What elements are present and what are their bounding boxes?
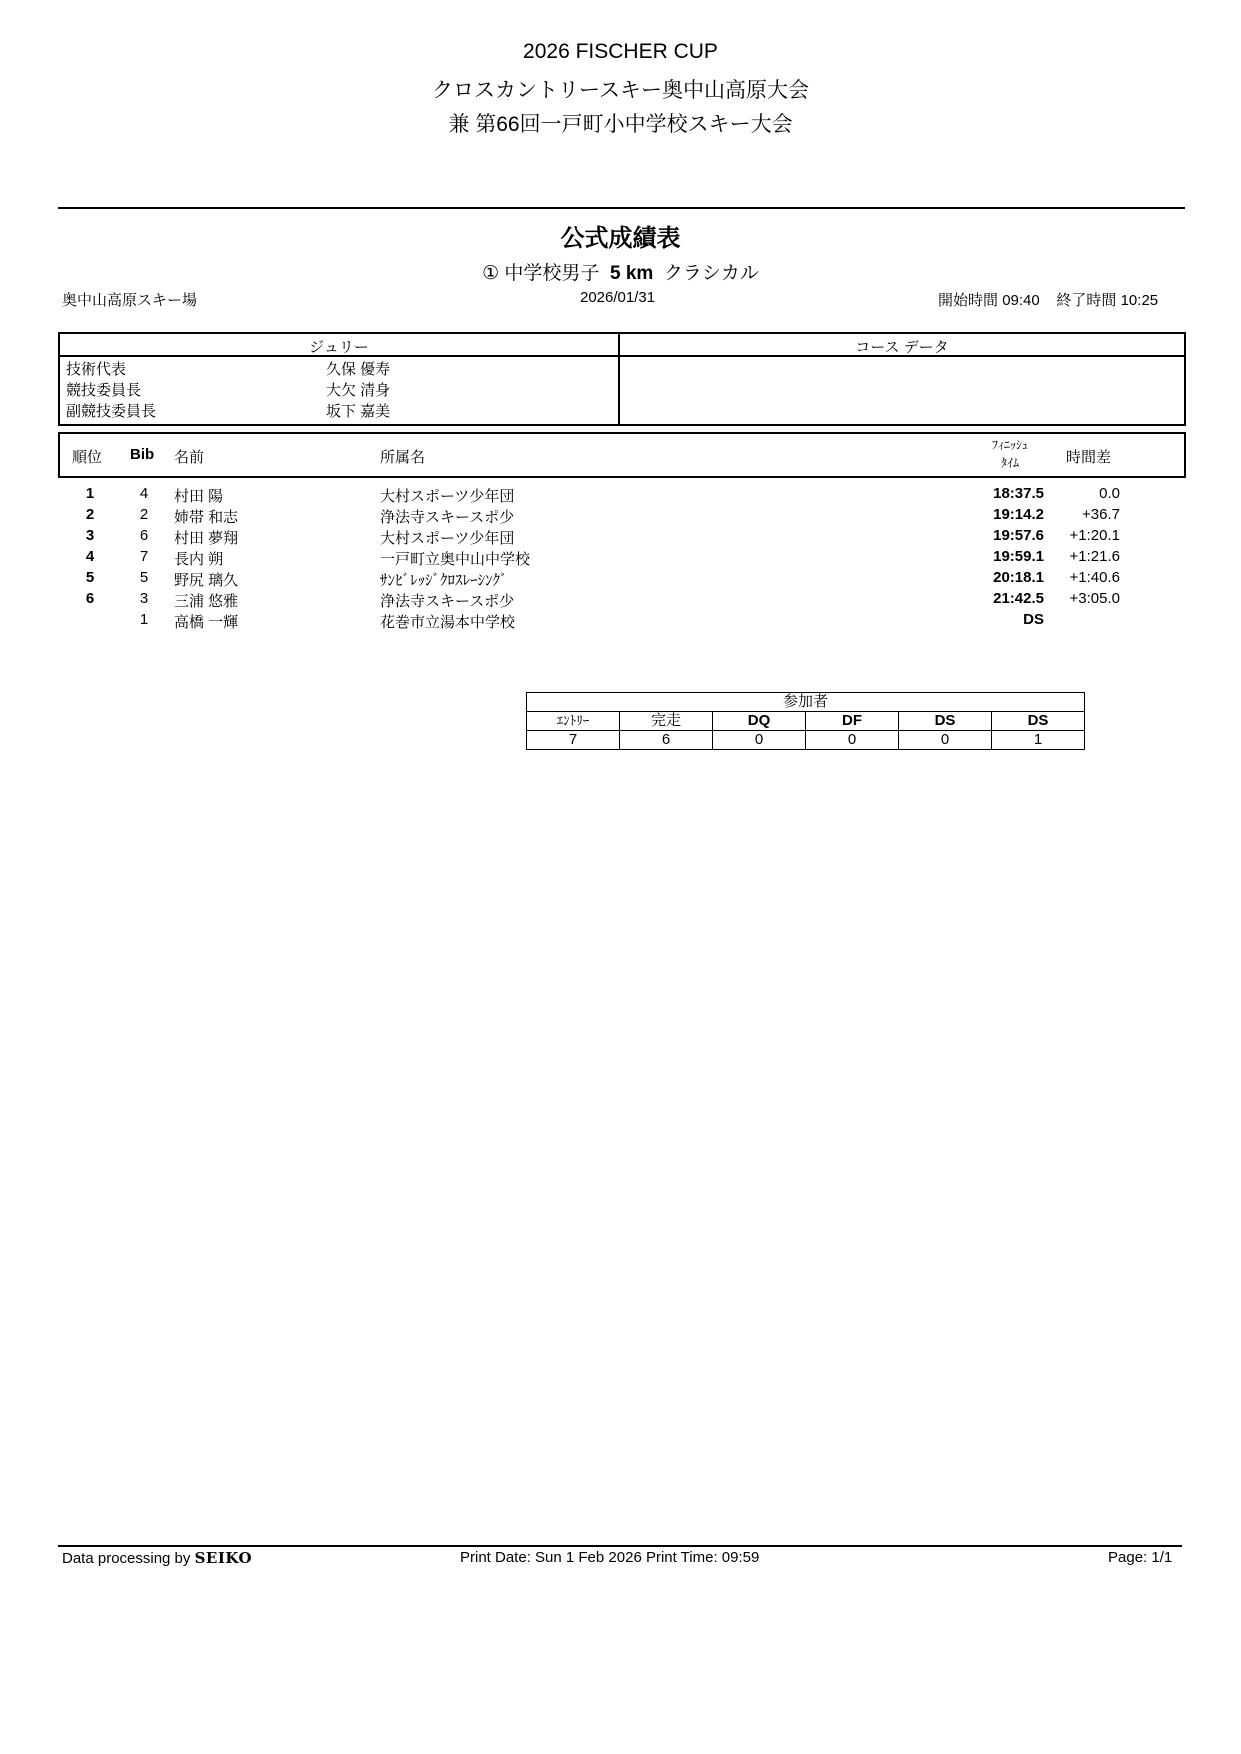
result-row [0, 548, 1241, 568]
results-header [58, 432, 1186, 478]
result-rank: 2 [85, 506, 95, 523]
jury-role: 競技委員長 [66, 382, 142, 399]
result-name: 三浦 悠雅 [174, 593, 239, 610]
col-name-header: 名前 [174, 449, 205, 466]
participants-header: DS [899, 712, 992, 731]
event-title-line1: 2026 FISCHER CUP [523, 40, 718, 63]
result-team: 浄法寺スキースポ少 [380, 509, 515, 526]
result-team: 大村スポーツ少年団 [380, 488, 515, 505]
report-title: 公式成績表 [560, 225, 681, 252]
result-name: 高橋 一輝 [174, 614, 239, 631]
result-rank: 6 [85, 590, 95, 607]
result-time: 18:37.5 [993, 485, 1044, 502]
result-bib: 7 [139, 548, 149, 565]
col-finish-header-top: ﾌｨﾆｯｼｭ [991, 438, 1028, 452]
jury-panel [58, 332, 1186, 426]
col-team-header: 所属名 [380, 449, 426, 466]
participants-header: DQ [713, 712, 806, 731]
result-time: 20:18.1 [993, 569, 1044, 586]
result-diff: +1:20.1 [1069, 527, 1120, 544]
participants-header: 完走 [620, 712, 713, 731]
col-diff-header: 時間差 [1066, 449, 1112, 466]
participants-title: 参加者 [527, 693, 1085, 712]
header-divider [58, 207, 1185, 209]
result-team: 一戸町立奥中山中学校 [380, 551, 531, 568]
race-style: クラシカル [663, 263, 759, 284]
result-row [0, 485, 1241, 505]
seiko-logo: SEIKO [194, 1549, 253, 1567]
result-row [0, 590, 1241, 610]
result-time: DS [1023, 611, 1044, 628]
result-rank: 5 [85, 569, 95, 586]
participants-header: DS [992, 712, 1085, 731]
result-rank: 3 [85, 527, 95, 544]
print-info: Print Date: Sun 1 Feb 2026 Print Time: 09:59 [460, 1549, 760, 1566]
participants-value: 6 [620, 731, 713, 750]
race-distance: 5 km [609, 263, 654, 284]
result-time: 21:42.5 [993, 590, 1044, 607]
result-team: ｻﾝﾋﾞﾚｯｼﾞｸﾛｽﾚｰｼﾝｸﾞ [380, 572, 508, 589]
col-rank-header: 順位 [72, 449, 103, 466]
jury-heading: ジュリー [309, 339, 369, 356]
result-time: 19:59.1 [993, 548, 1044, 565]
event-title-line3: 兼 第66回一戸町小中学校スキー大会 [448, 113, 793, 136]
participants-header: DF [806, 712, 899, 731]
participants-value: 0 [806, 731, 899, 750]
result-diff: +3:05.0 [1069, 590, 1120, 607]
result-diff: +1:21.6 [1069, 548, 1120, 565]
race-date: 2026/01/31 [580, 289, 656, 306]
participants-value: 0 [899, 731, 992, 750]
jury-name: 坂下 嘉美 [326, 403, 391, 420]
participants-table [526, 692, 1085, 750]
participants-value: 0 [713, 731, 806, 750]
footer-divider [58, 1545, 1182, 1547]
col-bib-header: Bib [130, 446, 155, 463]
result-row [0, 527, 1241, 547]
result-bib: 6 [139, 527, 149, 544]
start-label: 開始時間 [938, 292, 999, 309]
race-times [938, 289, 1158, 310]
jury-name: 久保 優寿 [326, 361, 391, 378]
participants-value: 7 [527, 731, 620, 750]
end-time: 10:25 [1120, 292, 1159, 309]
page-number: Page: 1/1 [1108, 1549, 1173, 1566]
race-subtitle [0, 258, 1241, 285]
race-prefix: ① 中学校男子 [482, 263, 600, 284]
jury-role: 技術代表 [66, 361, 127, 378]
result-diff: +36.7 [1082, 506, 1120, 523]
result-time: 19:14.2 [993, 506, 1044, 523]
result-bib: 2 [139, 506, 149, 523]
result-bib: 1 [139, 611, 149, 628]
participants-value: 1 [992, 731, 1085, 750]
result-diff: 0.0 [1099, 485, 1120, 502]
col-finish-header-bottom: ﾀｲﾑ [1000, 456, 1019, 470]
result-bib: 5 [139, 569, 149, 586]
processing-label: Data processing by [62, 1550, 191, 1567]
course-data-heading: コース データ [855, 339, 949, 356]
result-row [0, 611, 1241, 631]
result-name: 村田 陽 [174, 488, 224, 505]
result-team: 花巻市立湯本中学校 [380, 614, 516, 631]
start-time: 09:40 [1002, 292, 1040, 309]
result-team: 大村スポーツ少年団 [380, 530, 515, 547]
result-diff: +1:40.6 [1069, 569, 1120, 586]
result-name: 長内 朔 [174, 551, 224, 568]
result-rank: 1 [85, 485, 95, 502]
result-rank: 4 [85, 548, 95, 565]
venue: 奥中山高原スキー場 [62, 292, 198, 309]
end-label: 終了時間 [1056, 292, 1117, 309]
result-name: 野尻 璃久 [174, 572, 239, 589]
result-name: 姉帯 和志 [174, 509, 239, 526]
result-row [0, 569, 1241, 589]
jury-name: 大欠 清身 [326, 382, 391, 399]
participants-header: ｴﾝﾄﾘｰ [527, 712, 620, 731]
event-title-line2: クロスカントリースキー奥中山高原大会 [432, 79, 809, 102]
result-team: 浄法寺スキースポ少 [380, 593, 515, 610]
data-processing [62, 1549, 252, 1567]
result-time: 19:57.6 [993, 527, 1044, 544]
jury-role: 副競技委員長 [66, 403, 157, 420]
result-bib: 3 [139, 590, 149, 607]
result-name: 村田 夢翔 [174, 530, 239, 547]
result-bib: 4 [139, 485, 149, 502]
result-row [0, 506, 1241, 526]
